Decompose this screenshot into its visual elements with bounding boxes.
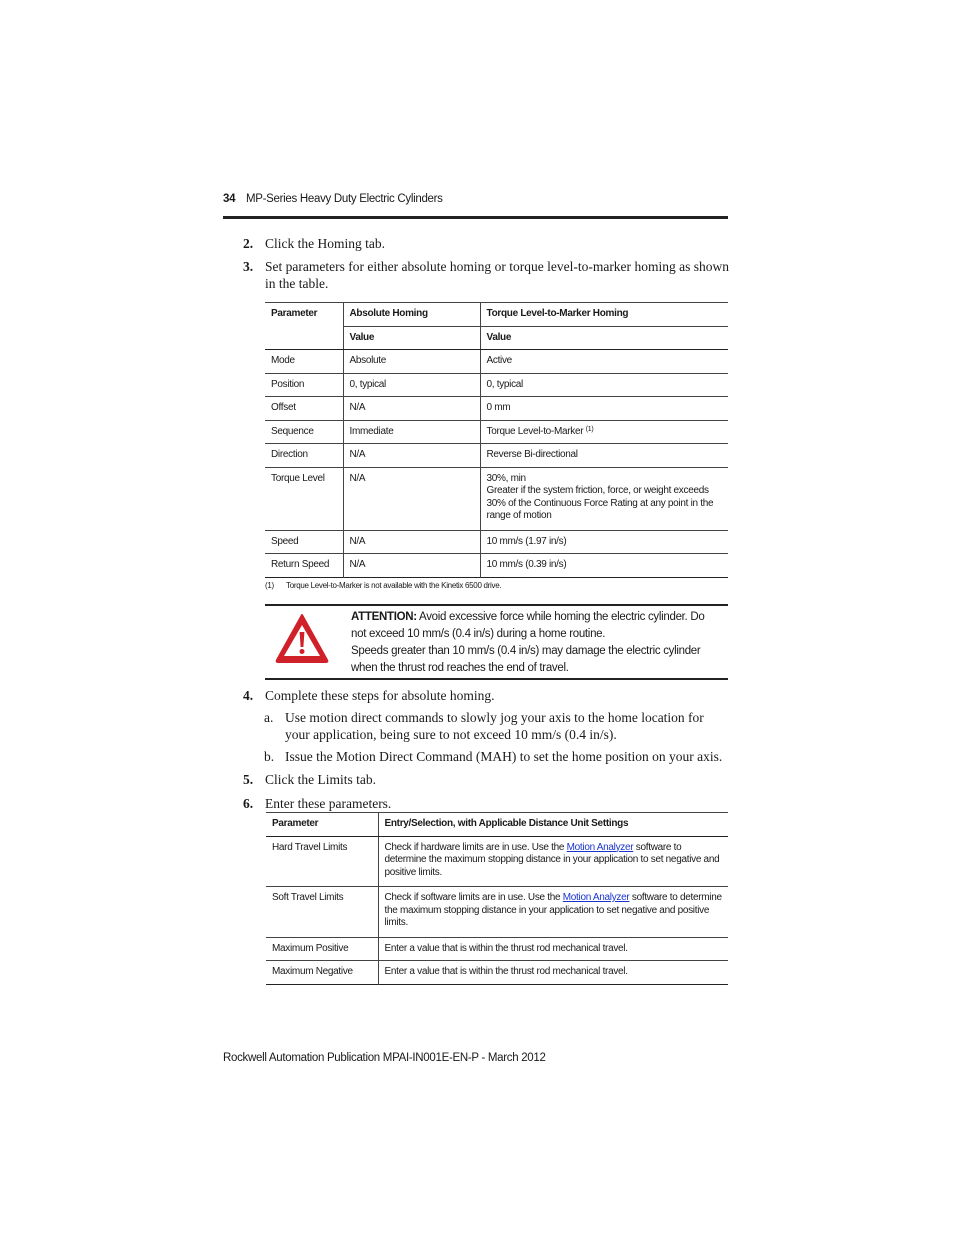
table-row [265, 397, 728, 421]
step-text: Enter these parameters. [265, 796, 392, 811]
table-row [266, 836, 728, 887]
table-header-row [266, 813, 728, 837]
cell-parameter: Hard Travel Limits [266, 836, 378, 887]
cell-text: software to determine the maximum stopping distance in your application to set negative and positive limits. [384, 841, 720, 878]
attention-box [265, 604, 728, 680]
cell-torque [480, 467, 728, 530]
table-row [265, 373, 728, 397]
table-row [265, 350, 728, 374]
footnote-number: (1) [265, 581, 274, 590]
cell-entry: Enter a value that is within the thrust rod mechanical travel. [378, 961, 728, 985]
cell-text: Check if hardware limits are in use. Use the [384, 841, 567, 853]
cell-parameter: Sequence [265, 420, 343, 444]
table-row [265, 444, 728, 468]
cell-parameter: Position [265, 373, 343, 397]
cell-parameter: Return Speed [265, 554, 343, 578]
table-row [266, 961, 728, 985]
cell-absolute: Absolute [343, 350, 480, 374]
subheader-value: Value [343, 326, 480, 350]
step-text: Use motion direct commands to slowly jog your axis to the home location for your application, being sure to not exceed 10 mm/s (0.4 in/s). [285, 710, 704, 742]
step-text: Complete these steps for absolute homing. [265, 688, 495, 703]
cell-absolute: N/A [343, 530, 480, 554]
cell-parameter: Soft Travel Limits [266, 887, 378, 938]
attention-label: ATTENTION: [351, 611, 417, 623]
motion-analyzer-link[interactable]: Motion Analyzer [566, 841, 634, 853]
footnote-ref: (1) [585, 425, 594, 433]
attention-detail: Speeds greater than 10 mm/s (0.4 in/s) may damage the electric cylinder when the thrust rod reaches the end of travel. [351, 645, 701, 674]
step-text: Set parameters for either absolute homing or torque level-to-marker homing as shown in the table. [265, 259, 729, 291]
attention-message: Avoid excessive force while homing the electric cylinder. Do not exceed 10 mm/s (0.4 in/s) during a home routine. [351, 611, 705, 640]
cell-parameter: Direction [265, 444, 343, 468]
step-number: 5. [243, 772, 254, 787]
cell-parameter: Maximum Positive [266, 937, 378, 961]
cell-text: Torque Level-to-Marker [486, 425, 584, 437]
table-row [265, 420, 728, 444]
document-title: MP-Series Heavy Duty Electric Cylinders [246, 193, 443, 205]
cell-torque: 10 mm/s (1.97 in/s) [480, 530, 728, 554]
column-header-entry: Entry/Selection, with Applicable Distance Unit Settings [378, 813, 728, 837]
step-text: Click the Limits tab. [265, 772, 376, 787]
table-row [266, 937, 728, 961]
step-number: 4. [243, 688, 254, 703]
cell-text: Check if software limits are in use. Use the [384, 892, 563, 903]
step-letter: b. [264, 749, 275, 764]
step-number: 3. [243, 259, 254, 274]
subheader-value: Value [480, 326, 728, 350]
cell-absolute: N/A [343, 554, 480, 578]
page-footer: Rockwell Automation Publication MPAI-IN001E-EN-P - March 2012 [223, 1052, 546, 1064]
homing-parameters-table [265, 302, 728, 578]
cell-parameter: Torque Level [265, 467, 343, 530]
cell-absolute: Immediate [343, 420, 480, 444]
cell-parameter: Speed [265, 530, 343, 554]
cell-absolute: N/A [343, 467, 480, 530]
cell-absolute: 0, typical [343, 373, 480, 397]
cell-absolute: N/A [343, 397, 480, 421]
cell-parameter: Mode [265, 350, 343, 374]
table-row [265, 467, 728, 530]
page-number: 34 [223, 193, 236, 205]
cell-torque: 10 mm/s (0.39 in/s) [480, 554, 728, 578]
table-row [265, 554, 728, 578]
cell-text: software to determine the maximum stopping distance in your application to set negative and positive limits. [384, 892, 722, 928]
cell-note: Greater if the system friction, force, or weight exceeds 30% of the Continuous Force Rating at any point in the range of motion [486, 485, 714, 521]
step-number: 2. [243, 236, 254, 251]
warning-triangle-icon [274, 612, 330, 664]
cell-torque: Reverse Bi-directional [480, 444, 728, 468]
column-header-absolute: Absolute Homing [343, 303, 480, 327]
step-text: Issue the Motion Direct Command (MAH) to set the home position on your axis. [285, 749, 723, 764]
table-header-row [265, 303, 728, 327]
cell-entry: Enter a value that is within the thrust rod mechanical travel. [378, 937, 728, 961]
table-row [266, 887, 728, 938]
cell-parameter: Offset [265, 397, 343, 421]
footnote-text: Torque Level-to-Marker is not available with the Kinetix 6500 drive. [286, 581, 502, 590]
step-text: Click the Homing tab. [265, 236, 385, 251]
cell-absolute: N/A [343, 444, 480, 468]
cell-entry [378, 836, 728, 887]
cell-torque [480, 420, 728, 444]
step-letter: a. [264, 710, 274, 725]
page-header [223, 193, 728, 219]
column-header-parameter: Parameter [266, 813, 378, 837]
table-row [265, 530, 728, 554]
attention-text [351, 609, 720, 677]
column-header-torque: Torque Level-to-Marker Homing [480, 303, 728, 327]
cell-torque: 0 mm [480, 397, 728, 421]
cell-parameter: Maximum Negative [266, 961, 378, 985]
cell-torque: Active [480, 350, 728, 374]
motion-analyzer-link[interactable]: Motion Analyzer [562, 892, 630, 903]
cell-torque: 0, typical [480, 373, 728, 397]
step-number: 6. [243, 796, 254, 811]
limits-parameters-table [266, 812, 728, 985]
column-header-parameter: Parameter [265, 303, 343, 350]
cell-text: 30%, min [486, 472, 526, 484]
cell-entry [378, 887, 728, 938]
